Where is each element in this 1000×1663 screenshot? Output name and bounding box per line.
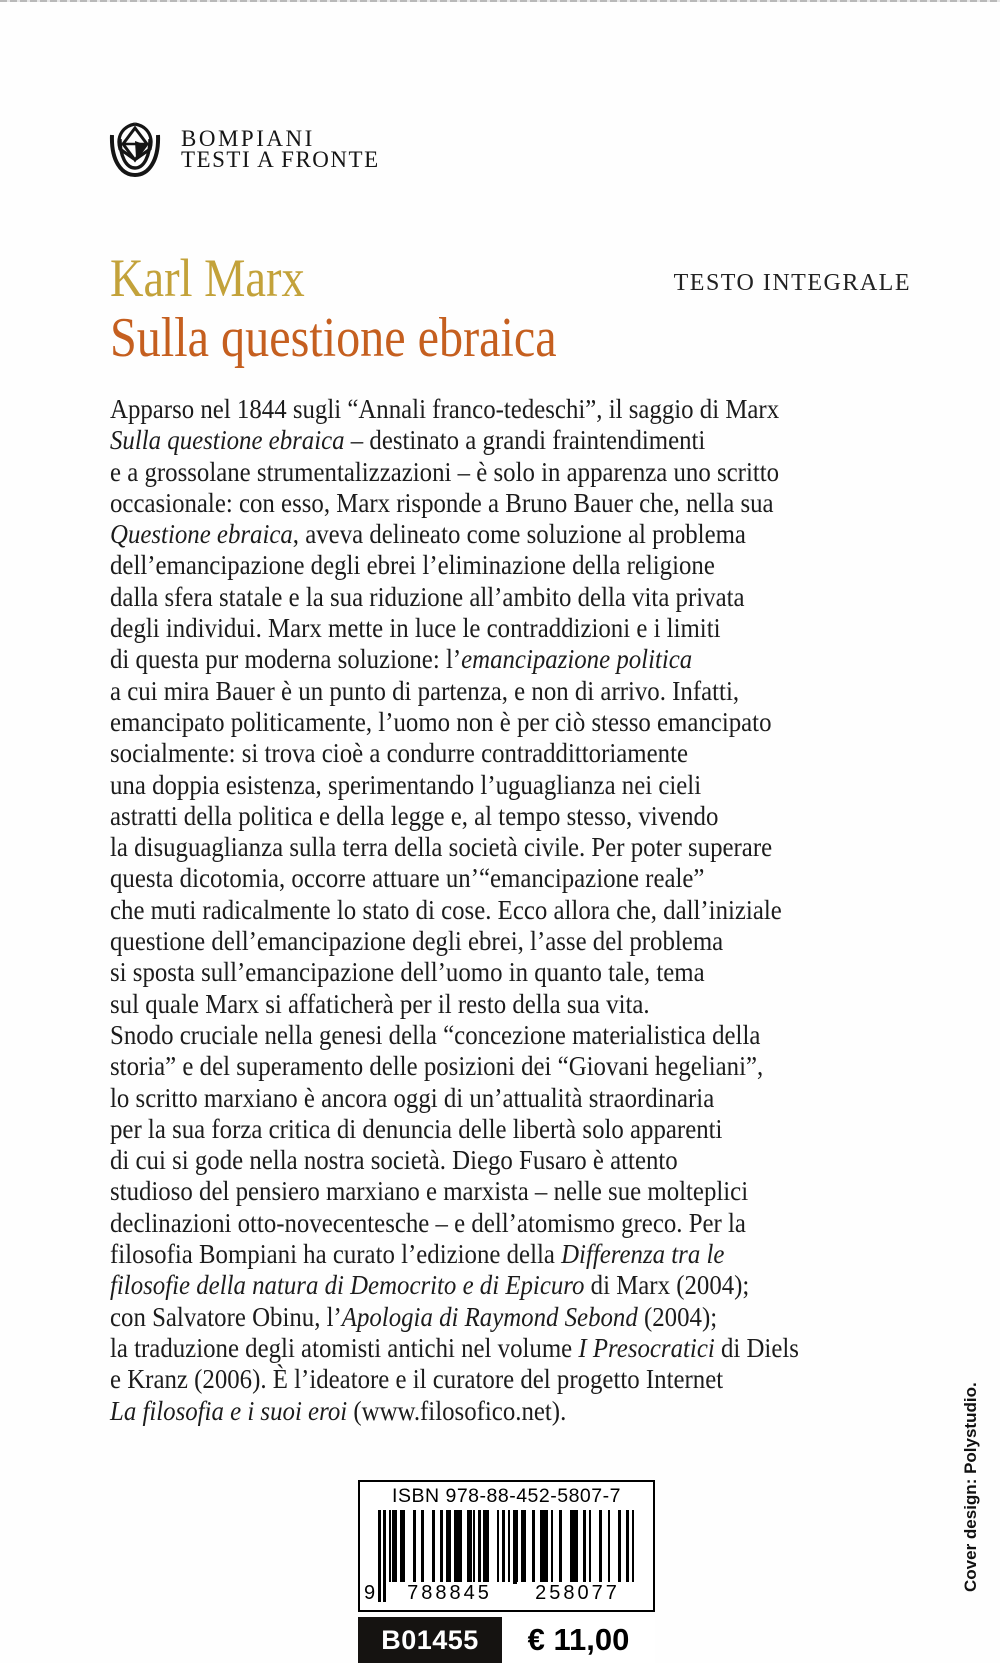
- description-line: declinazioni otto-novecentesche – e dell’atomismo greco. Per la: [110, 1207, 746, 1238]
- isbn-number: ISBN 978-88-452-5807-7: [392, 1485, 621, 1507]
- book-description: [110, 394, 799, 1427]
- barcode-digit-first: 9: [364, 1582, 376, 1604]
- description-line: La filosofia e i suoi eroi (www.filosofico.net).: [110, 1395, 567, 1426]
- barcode-digit-group1: 788845: [389, 1582, 510, 1605]
- description-line: Sulla questione ebraica – destinato a grandi fraintendimenti: [110, 425, 706, 456]
- isbn-barcode-label: [358, 1480, 655, 1612]
- description-line: studioso del pensiero marxiano e marxista – nelle sue molteplici: [110, 1176, 749, 1207]
- description-line: socialmente: si trova cioè a condurre contraddittoriamente: [110, 738, 689, 769]
- edition-note: TESTO INTEGRALE: [673, 270, 911, 296]
- description-line: per la sua forza critica di denuncia delle libertà solo apparenti: [110, 1113, 723, 1144]
- description-line: che muti radicalmente lo stato di cose. Ecco allora che, dall’iniziale: [110, 894, 782, 925]
- price: € 11,00: [502, 1617, 655, 1663]
- book-title: Sulla questione ebraica: [110, 307, 557, 369]
- publisher-name-line1: BOMPIANI: [181, 126, 315, 151]
- description-line: filosofie della natura di Democrito e di Epicuro di Marx (2004);: [110, 1270, 750, 1301]
- bompiani-flower-icon: [103, 118, 167, 182]
- publisher-name-line2: TESTI A FRONTE: [181, 147, 380, 172]
- description-line: la traduzione degli atomisti antichi nel volume I Presocratici di Diels: [110, 1332, 799, 1363]
- description-line: di questa pur moderna soluzione: l’emancipazione politica: [110, 644, 693, 675]
- description-line: dell’emancipazione degli ebrei l’eliminazione della religione: [110, 550, 715, 581]
- description-line: questa dicotomia, occorre attuare un’“emancipazione reale”: [110, 863, 705, 894]
- barcode-digit-group2: 258077: [517, 1582, 638, 1605]
- description-line: dalla sfera statale e la sua riduzione all’ambito della vita privata: [110, 581, 745, 612]
- title-block: [110, 248, 557, 368]
- description-line: di cui si gode nella nostra società. Diego Fusaro è attento: [110, 1145, 678, 1176]
- book-author: Karl Marx: [110, 248, 305, 308]
- description-line: storia” e del superamento delle posizioni dei “Giovani hegeliani”,: [110, 1051, 764, 1082]
- ean13-barcode: [364, 1510, 635, 1604]
- description-line: occasionale: con esso, Marx risponde a Bruno Bauer che, nella sua: [110, 487, 774, 518]
- description-line: una doppia esistenza, sperimentando l’uguaglianza nei cieli: [110, 769, 702, 800]
- description-line: con Salvatore Obinu, l’Apologia di Raymond Sebond (2004);: [110, 1301, 718, 1332]
- description-line: filosofia Bompiani ha curato l’edizione della Differenza tra le: [110, 1239, 725, 1270]
- description-line: e a grossolane strumentalizzazioni – è solo in apparenza uno scritto: [110, 456, 780, 487]
- description-line: si sposta sull’emancipazione dell’uomo in quanto tale, tema: [110, 957, 705, 988]
- description-line: degli individui. Marx mette in luce le contraddizioni e i limiti: [110, 613, 721, 644]
- catalog-code: B01455: [358, 1617, 502, 1663]
- publisher-name: [181, 126, 380, 172]
- description-line: emancipato politicamente, l’uomo non è per ciò stesso emancipato: [110, 706, 772, 737]
- barcode-digits: [364, 1582, 635, 1604]
- description-line: a cui mira Bauer è un punto di partenza, e non di arrivo. Infatti,: [110, 675, 740, 706]
- description-line: e Kranz (2006). È l’ideatore e il curatore del progetto Internet: [110, 1364, 724, 1395]
- description-line: Snodo cruciale nella genesi della “concezione materialistica della: [110, 1019, 761, 1050]
- cover-design-credit: Cover design: Polystudio.: [961, 1382, 980, 1592]
- page-top-edge: [0, 0, 1000, 2]
- price-strip: [358, 1617, 655, 1663]
- description-line: Questione ebraica, aveva delineato come soluzione al problema: [110, 519, 746, 550]
- publisher-logo: [103, 118, 380, 182]
- description-line: questione dell’emancipazione degli ebrei, l’asse del problema: [110, 926, 724, 957]
- description-line: lo scritto marxiano è ancora oggi di un’attualità straordinaria: [110, 1082, 715, 1113]
- description-line: Apparso nel 1844 sugli “Annali franco-tedeschi”, il saggio di Marx: [110, 394, 780, 424]
- description-line: la disuguaglianza sulla terra della società civile. Per poter superare: [110, 832, 773, 863]
- description-line: sul quale Marx si affaticherà per il resto della sua vita.: [110, 988, 650, 1019]
- description-line: astratti della politica e della legge e, al tempo stesso, vivendo: [110, 800, 719, 831]
